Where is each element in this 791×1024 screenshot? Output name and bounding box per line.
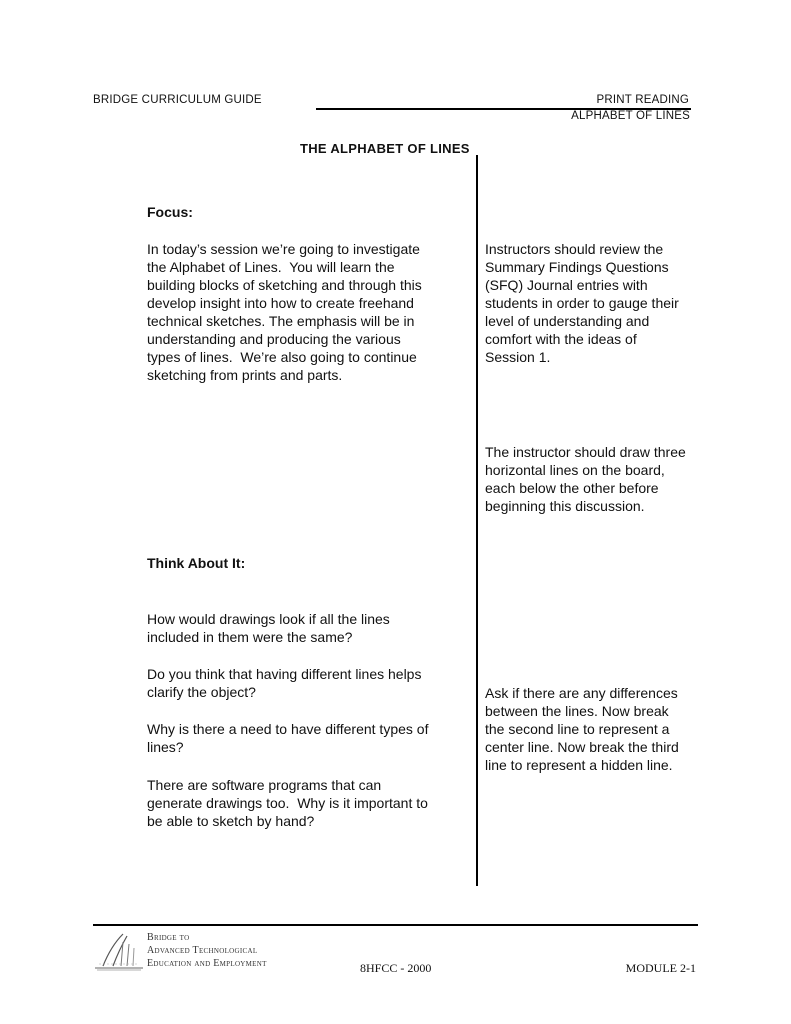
logo-line-1: Bridge to: [147, 932, 190, 943]
bridge-logo-icon: [93, 928, 145, 974]
footer-module: MODULE 2-1: [625, 961, 696, 975]
focus-paragraph: In today’s session we’re going to investigate the Alphabet of Lines. You will learn the building blocks of sketching and through this develop insight into how to create freehand technical sketches. The emphasis will be in understanding and producing the various types of lines. We’re also going to continue sketching from prints and parts.: [147, 241, 422, 383]
instructor-note-2: The instructor should draw three horizontal lines on the board, each below the other before beginning this discussion.: [485, 444, 686, 514]
header-right-top: PRINT READING: [596, 94, 689, 106]
footer-rule: [93, 924, 698, 926]
page-title: THE ALPHABET OF LINES: [300, 141, 470, 156]
think-question-2: Do you think that having different lines helps clarify the object?: [147, 666, 422, 700]
footer-center: 8HFCC - 2000: [360, 961, 432, 975]
footer-logo-text: [147, 931, 267, 970]
logo-line-2: Advanced Technological: [147, 945, 258, 956]
header-right-bottom: ALPHABET OF LINES: [571, 110, 690, 122]
instructor-note-3: Ask if there are any differences between the lines. Now break the second line to represent a center line. Now break the third line to represent a hidden line.: [485, 685, 679, 773]
think-question-4: There are software programs that can generate drawings too. Why is it important to be able to sketch by hand?: [147, 777, 428, 829]
column-divider: [476, 155, 478, 886]
think-question-1: How would drawings look if all the lines included in them were the same?: [147, 611, 390, 645]
logo-line-3: Education and Employment: [147, 958, 267, 969]
header-left: BRIDGE CURRICULUM GUIDE: [93, 94, 262, 106]
focus-heading: Focus:: [147, 204, 193, 220]
think-heading: Think About It:: [147, 555, 246, 571]
instructor-note-1: Instructors should review the Summary Findings Questions (SFQ) Journal entries with students in order to gauge their level of understanding and comfort with the ideas of Session 1.: [485, 241, 679, 365]
think-question-3: Why is there a need to have different types of lines?: [147, 721, 429, 755]
